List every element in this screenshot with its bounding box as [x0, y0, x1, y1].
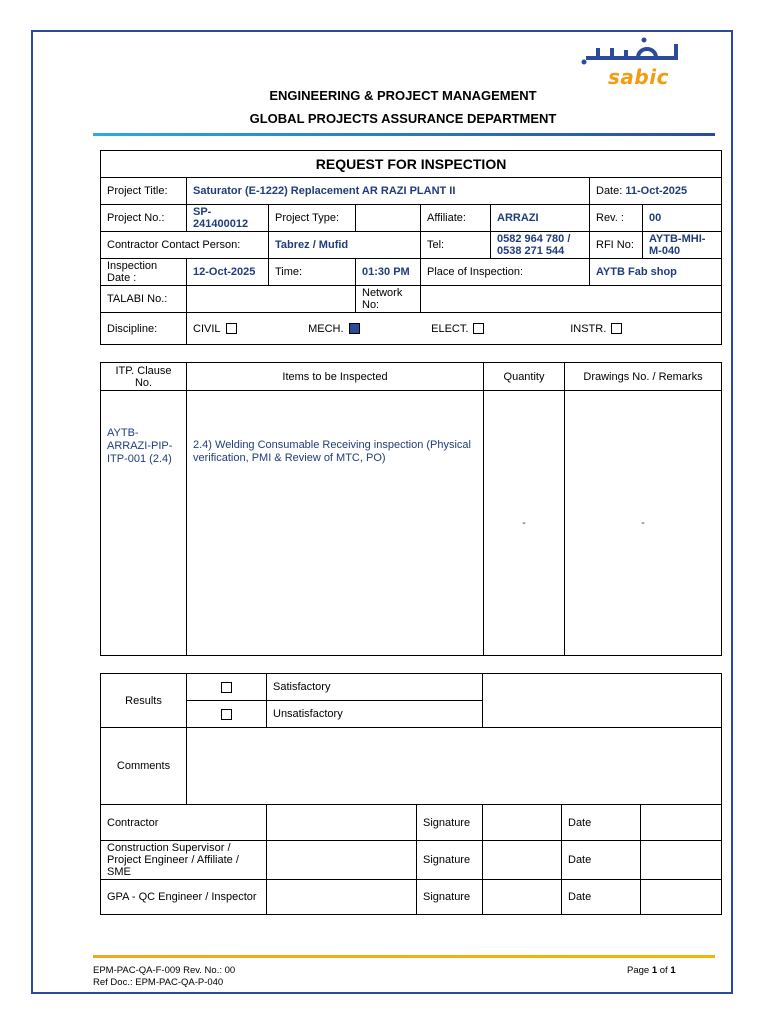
footer-divider — [93, 955, 715, 958]
sabic-arabic-logo-icon — [578, 36, 680, 66]
results-notes — [483, 674, 722, 728]
unsatisfactory-label: Unsatisfactory — [267, 701, 483, 728]
supervisor-signature-label: Signature — [417, 841, 483, 880]
quantity-value: - — [484, 391, 565, 656]
civil-checkbox[interactable] — [226, 323, 237, 334]
project-title-value: Saturator (E-1222) Replacement AR RAZI PLANT II — [187, 178, 590, 205]
contractor-label: Contractor — [101, 805, 267, 841]
inspection-date-label: Inspection Date : — [101, 259, 187, 286]
contractor-date-field[interactable] — [641, 805, 722, 841]
table-row — [101, 391, 722, 656]
time-value: 01:30 PM — [356, 259, 421, 286]
date-value: 11-Oct-2025 — [625, 185, 688, 197]
results-label: Results — [101, 674, 187, 728]
remarks-header: Drawings No. / Remarks — [565, 363, 722, 391]
contractor-signature-label: Signature — [417, 805, 483, 841]
reference-document: Ref Doc.: EPM-PAC-QA-P-040 — [93, 977, 224, 988]
qc-inspector-signature-label: Signature — [417, 880, 483, 915]
sabic-wordmark: sabic — [608, 65, 669, 89]
form-number: EPM-PAC-QA-F-009 Rev. No.: 00 — [93, 965, 236, 976]
department-subtitle: GLOBAL PROJECTS ASSURANCE DEPARTMENT — [249, 111, 557, 126]
place-label: Place of Inspection: — [421, 259, 590, 286]
supervisor-label: Construction Supervisor / Project Engineer / Affiliate / SME — [101, 841, 267, 880]
date-cell — [590, 178, 722, 205]
discipline-instr[interactable]: INSTR. — [570, 323, 622, 335]
supervisor-date-field[interactable] — [641, 841, 722, 880]
mech-checkbox[interactable] — [349, 323, 360, 334]
supervisor-name-field[interactable] — [267, 841, 417, 880]
form-title: REQUEST FOR INSPECTION — [101, 151, 722, 178]
discipline-options — [187, 313, 722, 345]
header-divider — [93, 133, 715, 136]
contractor-contact-value: Tabrez / Mufid — [269, 232, 421, 259]
unsatisfactory-checkbox[interactable] — [221, 709, 232, 720]
quantity-header: Quantity — [484, 363, 565, 391]
item-description: 2.4) Welding Consumable Receiving inspection (Physical verification, PMI & Review of MTC, PO) — [187, 391, 484, 656]
satisfactory-checkbox-cell[interactable] — [187, 674, 267, 701]
items-header: Items to be Inspected — [187, 363, 484, 391]
date-label: Date: — [596, 185, 623, 197]
rev-value: 00 — [643, 205, 722, 232]
time-label: Time: — [269, 259, 356, 286]
satisfactory-label: Satisfactory — [267, 674, 483, 701]
discipline-mech[interactable]: MECH. — [308, 323, 428, 335]
talabi-value — [187, 286, 356, 313]
talabi-label: TALABI No.: — [101, 286, 187, 313]
project-type-value — [356, 205, 421, 232]
discipline-elect[interactable]: ELECT. — [431, 323, 567, 335]
qc-inspector-date-label: Date — [562, 880, 641, 915]
discipline-civil[interactable]: CIVIL — [193, 323, 305, 335]
itp-clause-value: AYTB-ARRAZI-PIP-ITP-001 (2.4) — [101, 391, 187, 656]
contractor-name-field[interactable] — [267, 805, 417, 841]
comments-field[interactable] — [187, 728, 722, 805]
contractor-contact-label: Contractor Contact Person: — [101, 232, 269, 259]
itp-clause-header: ITP. Clause No. — [101, 363, 187, 391]
instr-checkbox[interactable] — [611, 323, 622, 334]
qc-inspector-label: GPA - QC Engineer / Inspector — [101, 880, 267, 915]
supervisor-date-label: Date — [562, 841, 641, 880]
remarks-value: - — [565, 391, 722, 656]
supervisor-signature-field[interactable] — [483, 841, 562, 880]
project-no-value: SP-241400012 — [187, 205, 269, 232]
comments-label: Comments — [101, 728, 187, 805]
inspection-date-value: 12-Oct-2025 — [187, 259, 269, 286]
discipline-label: Discipline: — [101, 313, 187, 345]
page-number: Page 1 of 1 — [627, 965, 676, 976]
affiliate-value: ARRAZI — [491, 205, 590, 232]
items-table — [100, 362, 722, 656]
rfi-no-label: RFI No: — [590, 232, 643, 259]
affiliate-label: Affiliate: — [421, 205, 491, 232]
rev-label: Rev. : — [590, 205, 643, 232]
results-table — [100, 673, 722, 915]
rfi-header-table — [100, 150, 722, 345]
tel-value: 0582 964 780 / 0538 271 544 — [491, 232, 590, 259]
qc-inspector-name-field[interactable] — [267, 880, 417, 915]
project-type-label: Project Type: — [269, 205, 356, 232]
rfi-no-value: AYTB-MHI-M-040 — [643, 232, 722, 259]
place-value: AYTB Fab shop — [590, 259, 722, 286]
satisfactory-checkbox[interactable] — [221, 682, 232, 693]
project-no-label: Project No.: — [101, 205, 187, 232]
network-label: Network No: — [356, 286, 421, 313]
sabic-logo — [578, 36, 680, 92]
contractor-signature-field[interactable] — [483, 805, 562, 841]
unsatisfactory-checkbox-cell[interactable] — [187, 701, 267, 728]
qc-inspector-date-field[interactable] — [641, 880, 722, 915]
department-title: ENGINEERING & PROJECT MANAGEMENT — [269, 88, 537, 103]
project-title-label: Project Title: — [101, 178, 187, 205]
tel-label: Tel: — [421, 232, 491, 259]
elect-checkbox[interactable] — [473, 323, 484, 334]
contractor-date-label: Date — [562, 805, 641, 841]
qc-inspector-signature-field[interactable] — [483, 880, 562, 915]
network-value — [421, 286, 722, 313]
